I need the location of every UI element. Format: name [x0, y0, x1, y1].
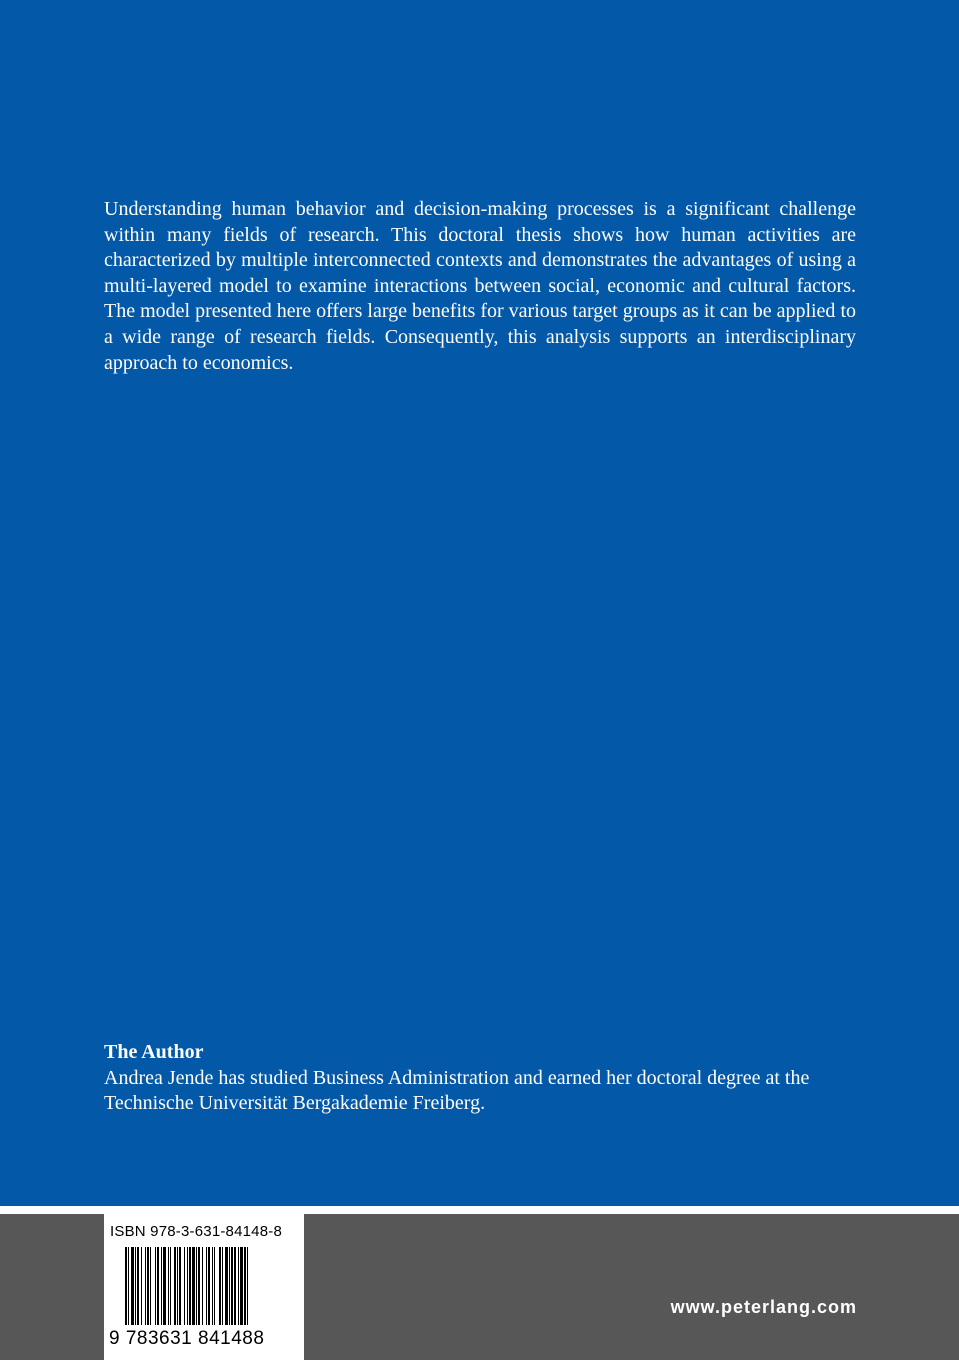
author-section	[104, 1040, 864, 1117]
barcode-bar	[155, 1247, 156, 1325]
isbn-label: ISBN 978-3-631-84148-8	[110, 1223, 283, 1240]
barcode-bar	[238, 1247, 239, 1325]
barcode-bar	[157, 1247, 159, 1325]
barcode-bar	[163, 1247, 166, 1325]
barcode-bar	[150, 1247, 151, 1325]
publisher-website: www.peterlang.com	[670, 1297, 857, 1317]
barcode-bar	[247, 1247, 248, 1325]
barcode-bar	[187, 1247, 188, 1325]
barcode-bar	[177, 1247, 178, 1325]
barcode-bar	[231, 1247, 233, 1325]
barcode-bar	[184, 1247, 185, 1325]
barcode-bar	[141, 1247, 142, 1325]
barcode-bar	[240, 1247, 243, 1325]
barcode-bar	[208, 1247, 210, 1325]
barcode-bar	[202, 1247, 203, 1325]
barcode-bar	[147, 1247, 149, 1325]
barcode-bar	[168, 1247, 169, 1325]
barcode-bar	[225, 1247, 228, 1325]
author-heading: The Author	[104, 1041, 204, 1063]
barcode-bar	[212, 1247, 213, 1325]
barcode-bar	[189, 1247, 191, 1325]
barcode-digits: 9 783631 841488	[109, 1328, 265, 1349]
barcode-bar	[131, 1247, 134, 1325]
barcode-bar	[198, 1247, 200, 1325]
barcode-bar	[125, 1247, 127, 1325]
barcode-bar	[244, 1247, 246, 1325]
book-blurb: Understanding human behavior and decision-making processes is a significant challenge within many fields of research. This doctoral thesis shows how human activities are characterized by multiple interconnected contexts and demonstrates the advantages of using a multi-layered model to examine interactions between social, economic and cultural factors. The model presented here offers large benefits for various target groups as it can be applied to a wide range of research fields. Consequently, this analysis supports an interdisciplinary approach to economics.	[104, 198, 856, 374]
barcode-bar	[196, 1247, 197, 1325]
barcode-bar	[137, 1247, 139, 1325]
barcode-bar	[135, 1247, 136, 1325]
author-bio: Andrea Jende has studied Business Administration and earned her doctoral degree at the Technische Universität Bergakademie Freiberg.	[104, 1066, 810, 1115]
barcode-bar	[179, 1247, 181, 1325]
barcode-bar	[170, 1247, 171, 1325]
barcode-bar	[234, 1247, 236, 1325]
barcode-bar	[192, 1247, 195, 1325]
barcode-panel	[104, 1214, 304, 1360]
barcode-bar	[214, 1247, 215, 1325]
footer-divider	[0, 1206, 959, 1214]
barcode-bar	[145, 1247, 146, 1325]
barcode-bar	[206, 1247, 207, 1325]
barcode-bar	[128, 1247, 129, 1325]
barcode-bar	[229, 1247, 230, 1325]
barcode-bar	[174, 1247, 176, 1325]
barcode-bar	[219, 1247, 221, 1325]
barcode-bar	[161, 1247, 162, 1325]
barcode-bar	[222, 1247, 223, 1325]
